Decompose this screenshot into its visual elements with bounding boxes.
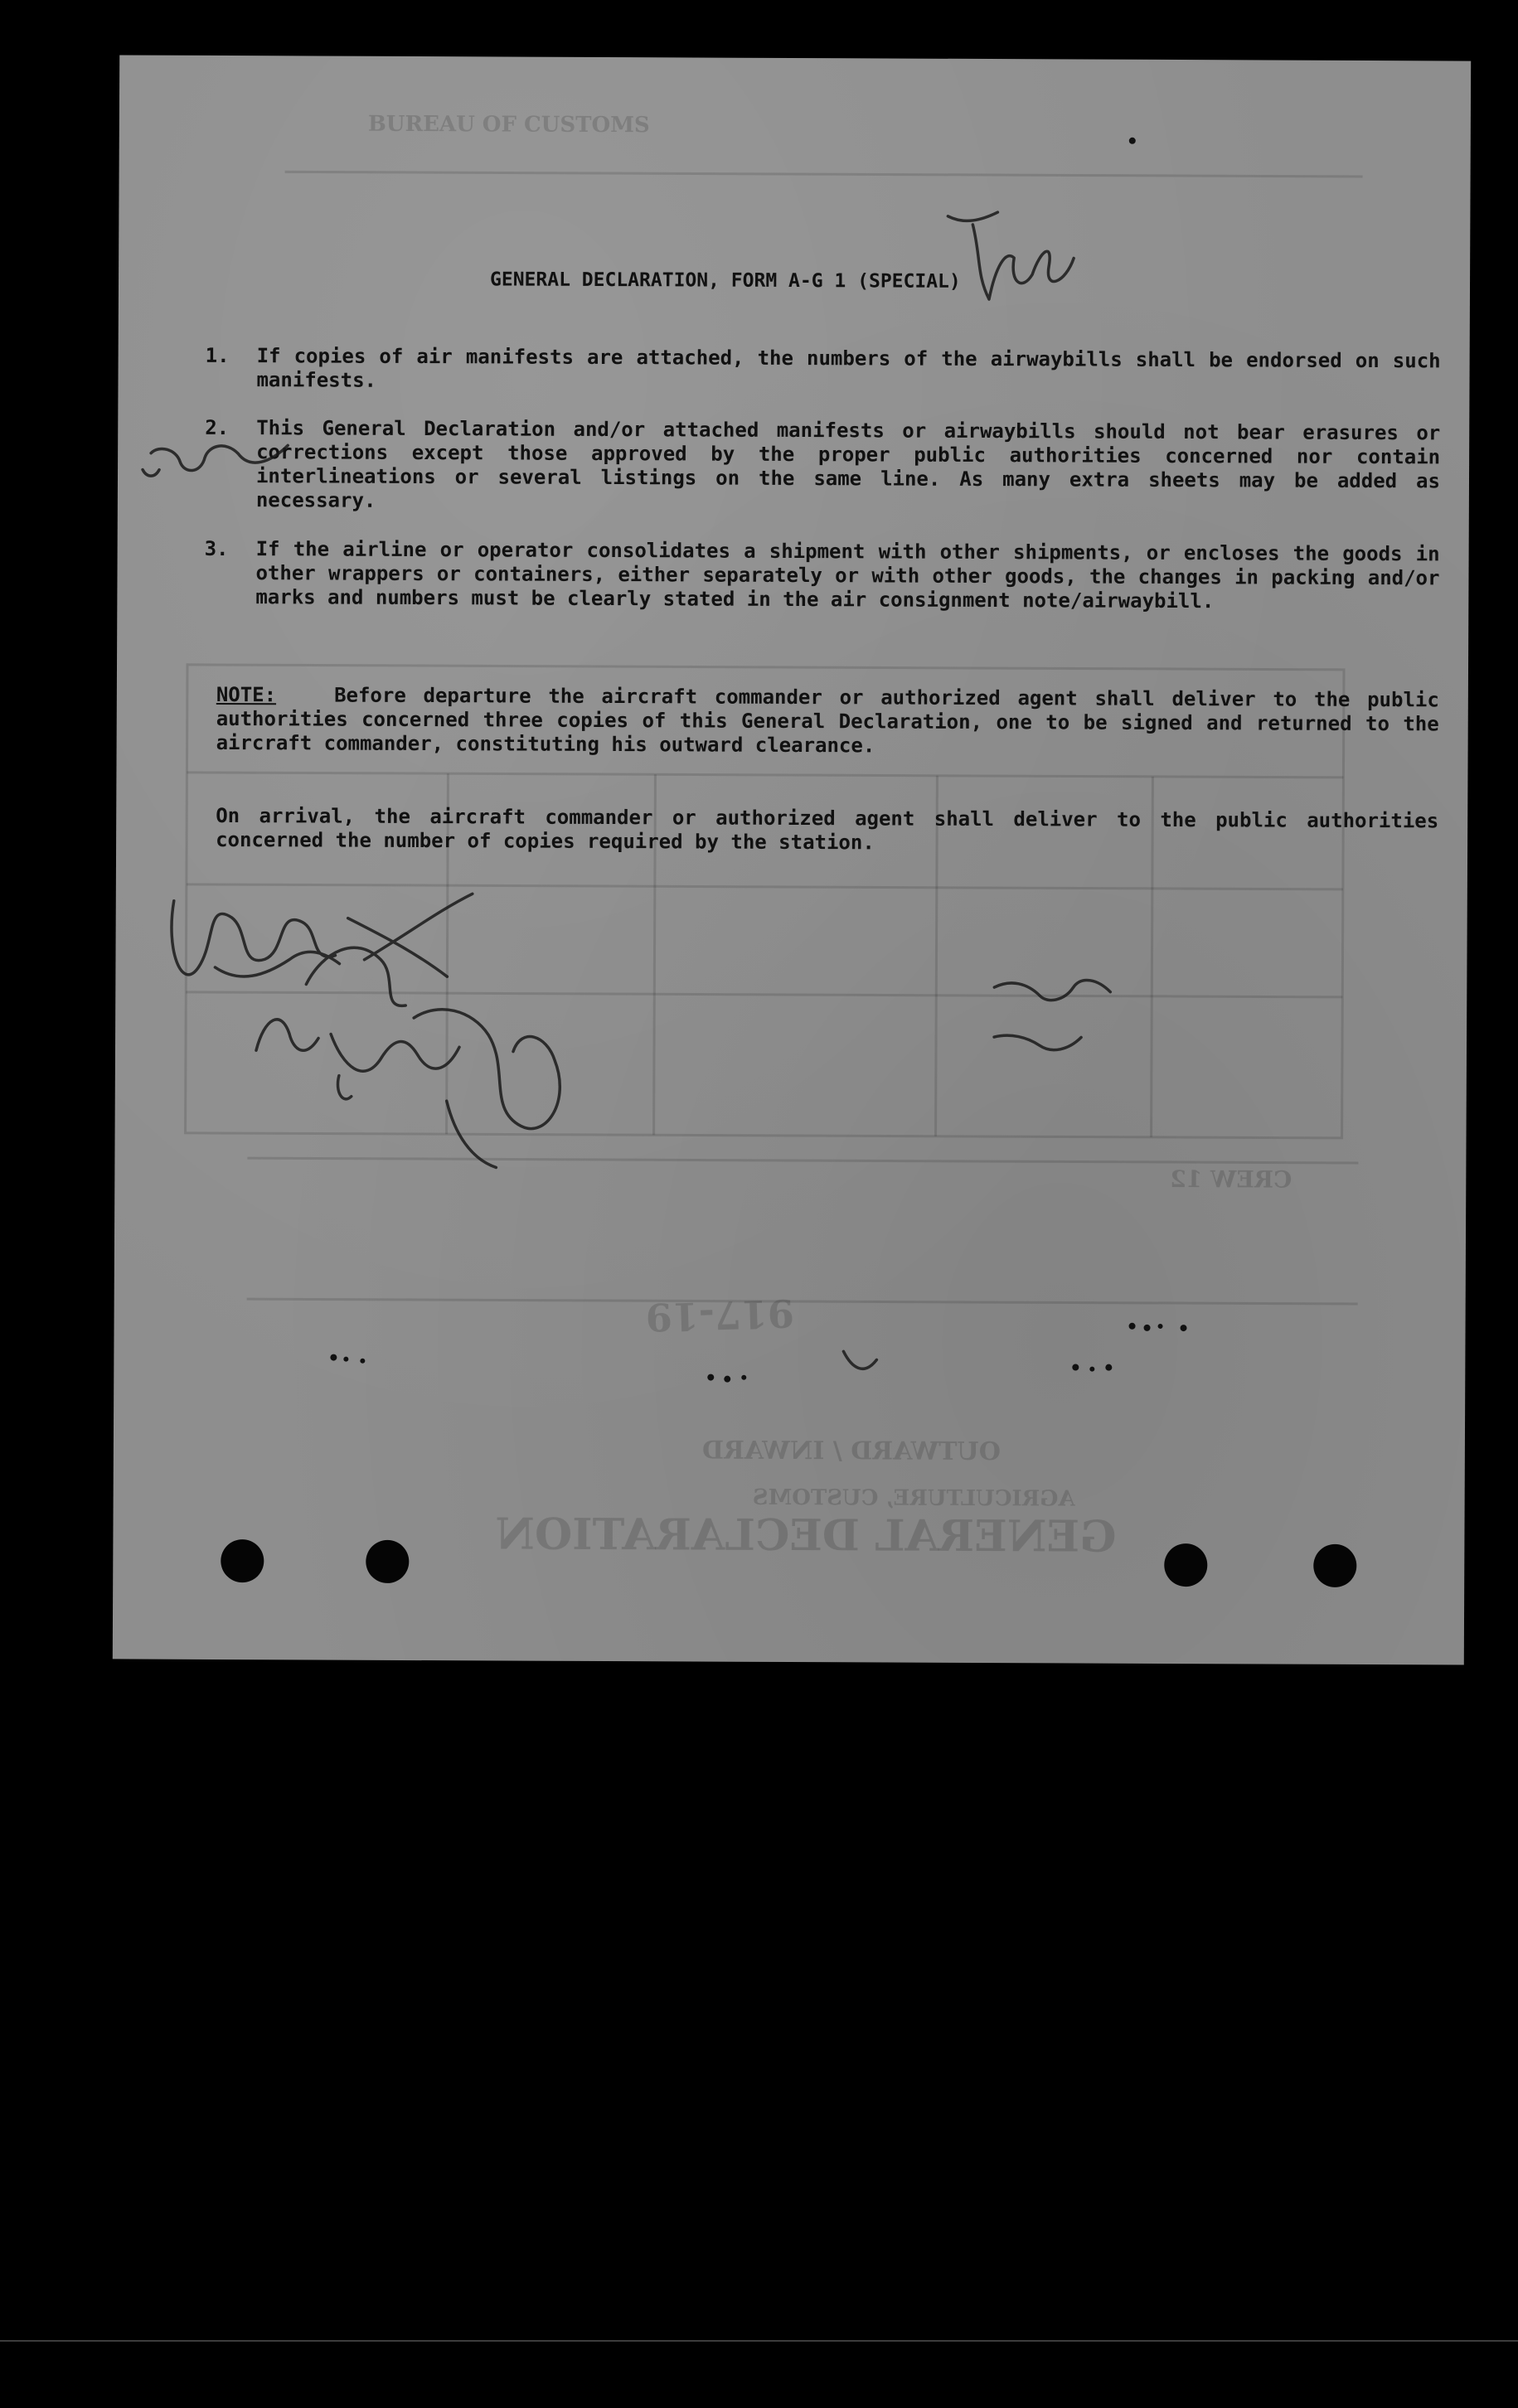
- document-title: GENERAL DECLARATION, FORM A-G 1 (SPECIAL): [489, 269, 961, 293]
- svg-text:917-19: 917-19: [644, 1290, 795, 1340]
- punch-hole: [221, 1539, 264, 1582]
- instruction-item-3: [204, 537, 1439, 615]
- punch-hole: [366, 1540, 409, 1583]
- arrival-paragraph: On arrival, the aircraft commander or authorized agent shall deliver to the public authorities concerned the number of copies required by the station.: [216, 803, 1439, 855]
- document-body: [113, 55, 1471, 1664]
- note-label: NOTE:: [216, 682, 277, 707]
- svg-text:CREW 12: CREW 12: [1170, 1165, 1292, 1194]
- document-page: [113, 55, 1471, 1664]
- item-number: 3.: [204, 536, 229, 561]
- svg-text:OUTWARD / INWARD: OUTWARD / INWARD: [701, 1436, 1001, 1467]
- punch-hole: [1164, 1543, 1207, 1587]
- item-text: This General Declaration and/or attached manifests or airwaybills should not bear erasures or corrections except those approved by the proper public authorities concerned nor contain interlineations or several listings on the same line. As many extra sheets may be added as necessary.: [255, 416, 1441, 512]
- note-paragraph: [216, 683, 1439, 760]
- item-number: 2.: [205, 415, 230, 440]
- item-text: If the airline or operator consolidates a shipment with other shipments, or encloses the goods in other wrappers or containers, either separately or with other goods, the changes in packing and/or marks and numbers must be clearly stated in the air consignment note/airwaybill.: [255, 537, 1440, 613]
- scan-edge-line: [0, 2340, 1518, 2342]
- punch-hole: [1313, 1544, 1356, 1587]
- svg-text:AGRICULTURE, CUSTOMS: AGRICULTURE, CUSTOMS: [752, 1485, 1075, 1512]
- svg-text:BUREAU OF CUSTOMS: BUREAU OF CUSTOMS: [367, 111, 650, 138]
- svg-text:GENERAL DECLARATION: GENERAL DECLARATION: [495, 1509, 1117, 1563]
- instruction-item-1: [205, 344, 1440, 398]
- item-text: If copies of air manifests are attached, the numbers of the airwaybills shall be endorsed on such manifests.: [256, 344, 1441, 392]
- instruction-item-2: [205, 416, 1440, 518]
- note-text: Before departure the aircraft commander or authorized agent shall deliver to the public authorities concerned three copies of this General Declaration, one to be signed and returned to the aircraft commander, constituting his outward clearance.: [216, 683, 1439, 758]
- item-number: 1.: [205, 343, 230, 368]
